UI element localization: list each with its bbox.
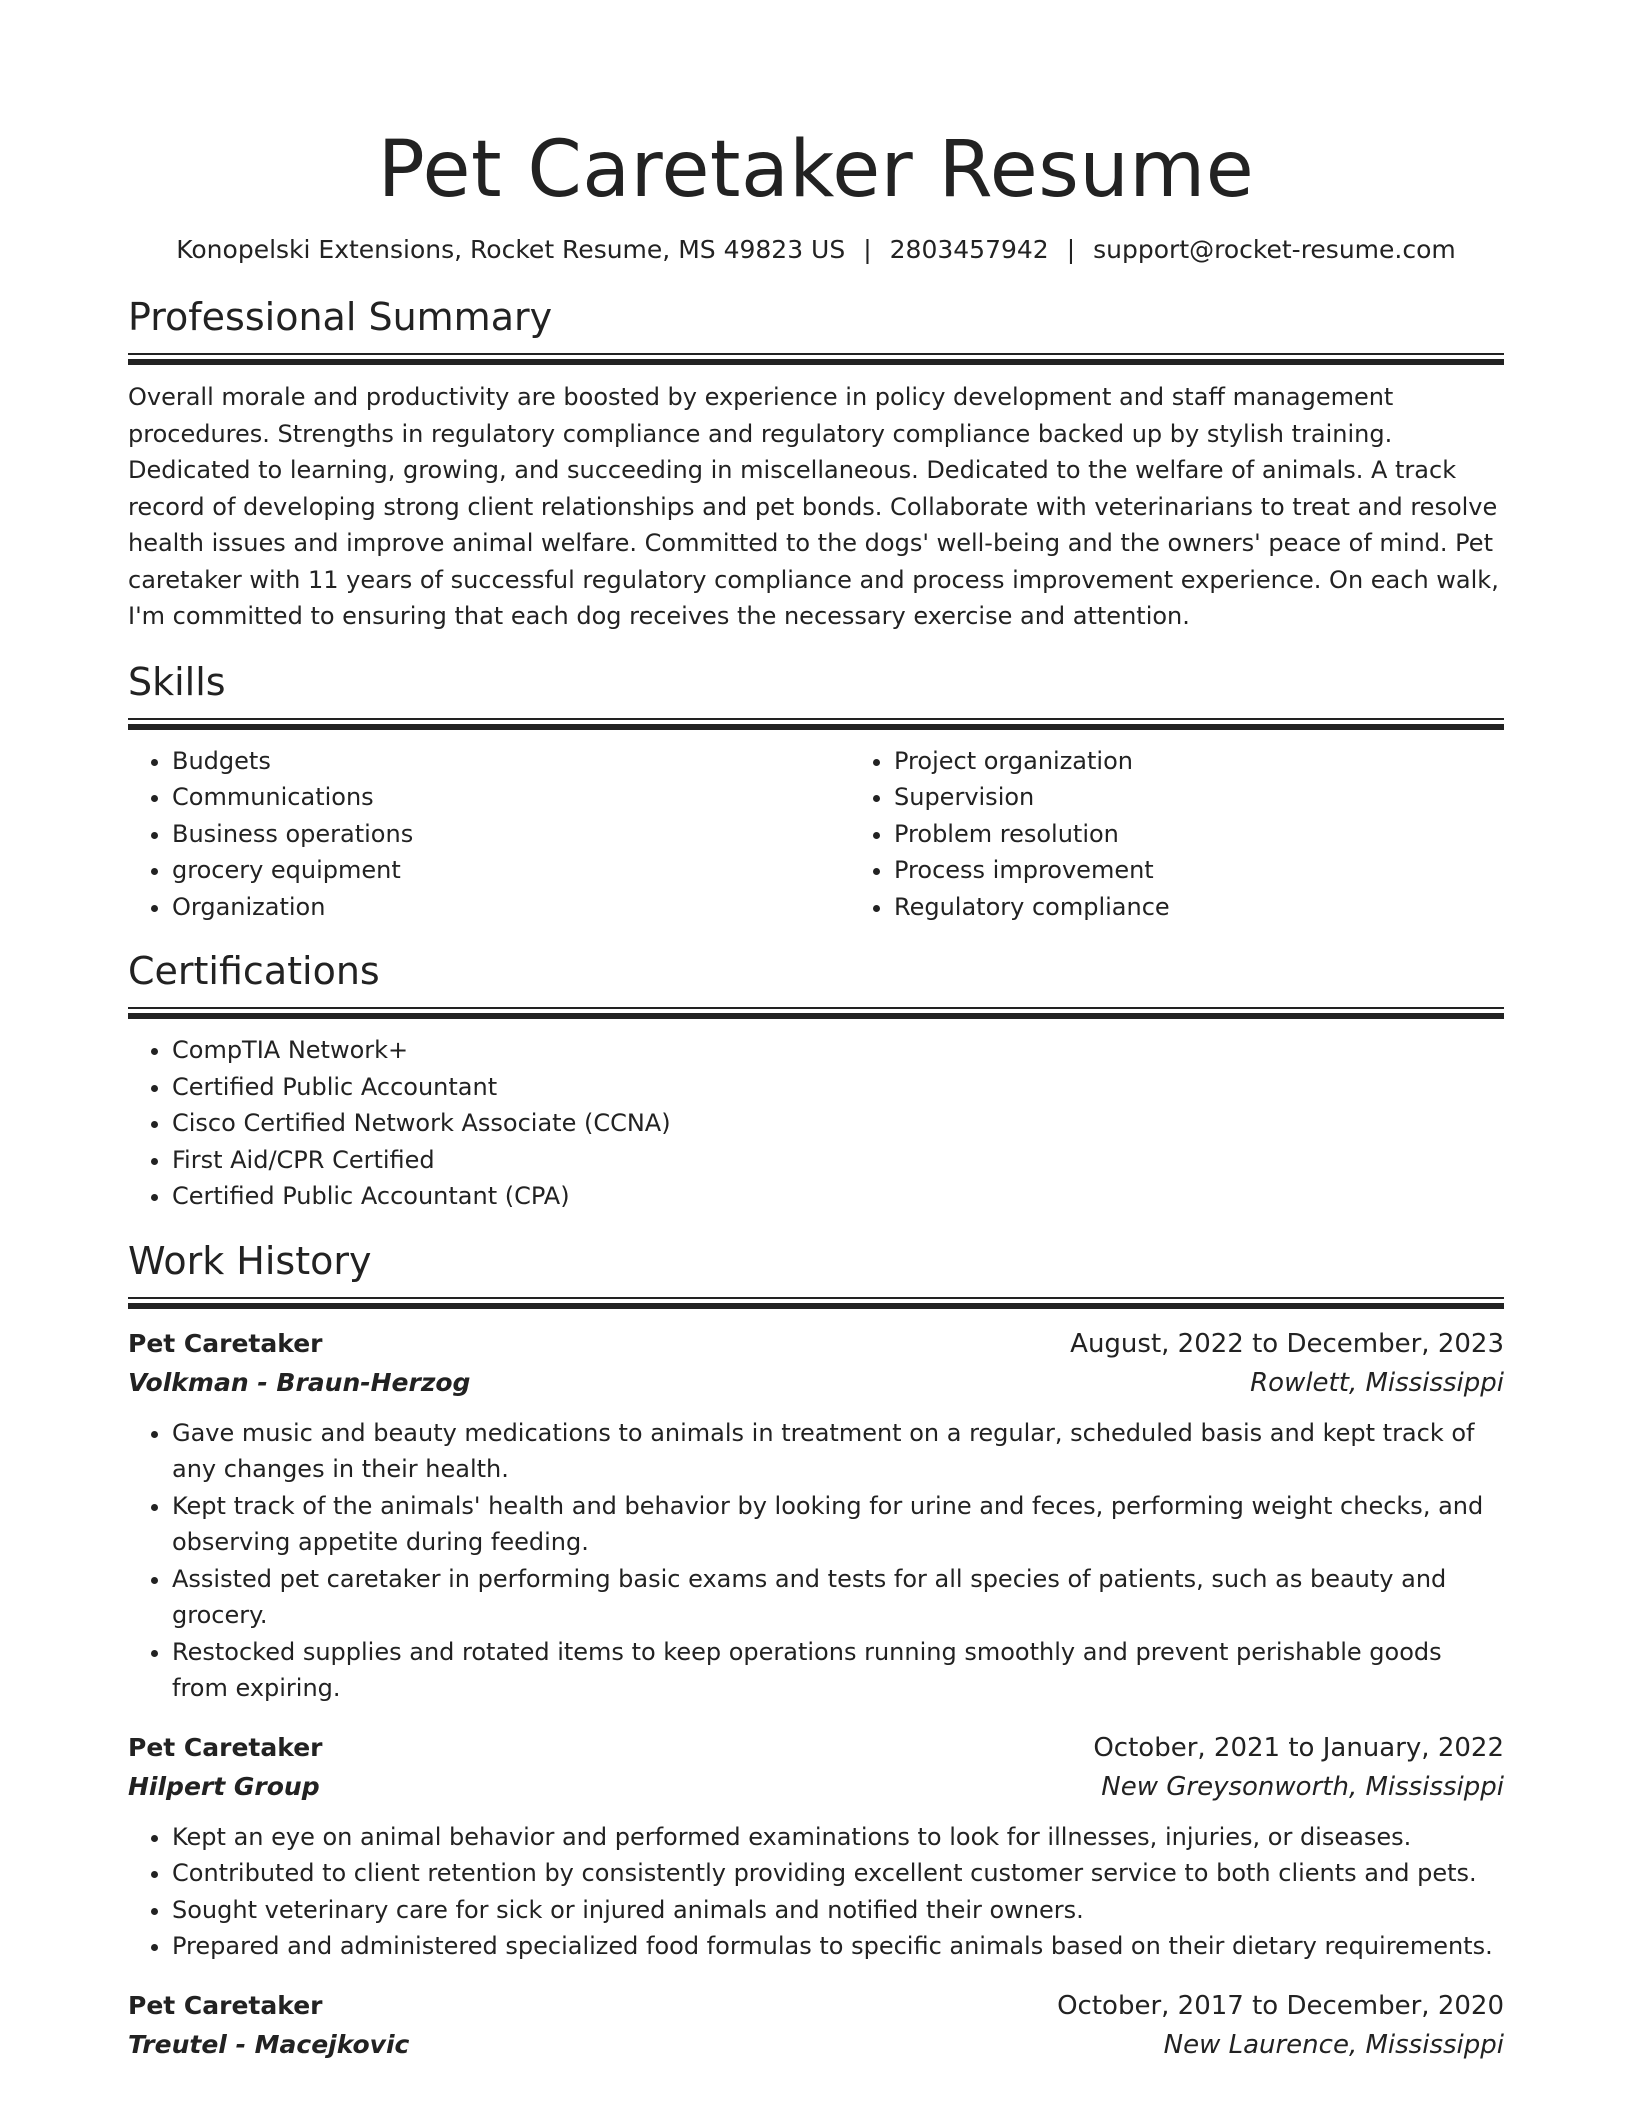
skills-list-right — [850, 743, 1572, 926]
skill-item: • Regulatory compliance — [894, 889, 1572, 926]
section-divider — [128, 1007, 1504, 1021]
job-company: Treutel - Macejkovic — [128, 2029, 410, 2059]
skills-section — [128, 658, 1504, 926]
job-bullets — [128, 1415, 1504, 1707]
certification-item: • Certified Public Accountant (CPA) — [172, 1178, 1504, 1215]
job-bullet: • Assisted pet caretaker in performing basic exams and tests for all species of patients, such as beauty and grocery. — [172, 1561, 1504, 1634]
job-company-row — [128, 2025, 1504, 2065]
job-bullets — [128, 1819, 1504, 1965]
certifications-section — [128, 947, 1504, 1215]
certifications-list — [128, 1032, 1504, 1215]
section-heading-work-history: Work History — [128, 1238, 372, 1283]
job-header-row — [128, 1987, 1504, 2025]
skill-item: • grocery equipment — [172, 852, 850, 889]
summary-text: Overall morale and productivity are boosted by experience in policy development and staff management procedures. Strengths in regulatory compliance and regulatory compliance backed up by stylish training. Dedicated to learning, growing, and succeeding in miscellaneous. Dedicated to the welfare of animals. A track record of developing strong client relationships and pet bonds. Collaborate with veterinarians to treat and resolve health issues and improve animal welfare. Committed to the dogs' well-being and the owners' peace of mind. Pet caretaker with 11 years of successful regulatory compliance and process improvement experience. On each walk, I'm committed to ensuring that each dog receives the necessary exercise and attention. — [128, 383, 1499, 630]
section-divider — [128, 718, 1504, 732]
job-company: Hilpert Group — [128, 1771, 320, 1801]
skill-item: • Organization — [172, 889, 850, 926]
skills-grid — [128, 743, 1504, 926]
job-entry — [128, 1987, 1504, 2065]
job-bullet: • Contributed to client retention by consistently providing excellent customer service to both clients and pets. — [172, 1855, 1504, 1892]
job-title: Pet Caretaker — [128, 1990, 323, 2020]
skill-item: • Budgets — [172, 743, 850, 780]
skill-item: • Business operations — [172, 816, 850, 853]
job-bullet: • Sought veterinary care for sick or injured animals and notified their owners. — [172, 1892, 1504, 1929]
job-title: Pet Caretaker — [128, 1732, 323, 1762]
section-divider — [128, 1297, 1504, 1311]
job-location: New Greysonworth, Mississippi — [1101, 1771, 1504, 1802]
job-entry — [128, 1729, 1504, 1965]
job-bullet: • Restocked supplies and rotated items to keep operations running smoothly and prevent perishable goods from expiring. — [172, 1634, 1504, 1707]
contact-address: Konopelski Extensions, Rocket Resume, MS 49823 US — [176, 235, 846, 264]
job-dates: October, 2017 to December, 2020 — [1057, 1990, 1504, 2021]
skill-item: • Communications — [172, 779, 850, 816]
job-entry — [128, 1325, 1504, 1707]
section-divider — [128, 353, 1504, 367]
job-company-row — [128, 1363, 1504, 1403]
work-history-section — [128, 1237, 1504, 2065]
job-location: New Laurence, Mississippi — [1163, 2029, 1504, 2060]
skills-list-left — [128, 743, 850, 926]
skill-item: • Process improvement — [894, 852, 1572, 889]
certification-item: • First Aid/CPR Certified — [172, 1142, 1504, 1179]
section-heading-certifications: Certifications — [128, 949, 380, 993]
resume-title: Pet Caretaker Resume — [377, 125, 1255, 215]
job-company-row — [128, 1767, 1504, 1807]
contact-phone: 2803457942 — [889, 235, 1049, 264]
summary-section — [128, 293, 1504, 635]
contact-separator: | — [863, 235, 872, 264]
job-header-row — [128, 1325, 1504, 1363]
job-bullet: • Kept track of the animals' health and behavior by looking for urine and feces, performing weight checks, and observing appetite during feeding. — [172, 1488, 1504, 1561]
certification-item: • Cisco Certified Network Associate (CCNA) — [172, 1105, 1504, 1142]
job-bullet: • Prepared and administered specialized food formulas to specific animals based on their dietary requirements. — [172, 1928, 1504, 1965]
contact-separator: | — [1066, 235, 1076, 264]
skill-item: • Project organization — [894, 743, 1572, 780]
skill-item: • Supervision — [894, 779, 1572, 816]
job-header-row — [128, 1729, 1504, 1767]
certification-item: • Certified Public Accountant — [172, 1069, 1504, 1106]
certification-item: • CompTIA Network+ — [172, 1032, 1504, 1069]
job-company: Volkman - Braun-Herzog — [128, 1367, 471, 1397]
skill-item: • Problem resolution — [894, 816, 1572, 853]
job-bullet: • Kept an eye on animal behavior and performed examinations to look for illnesses, injuries, or diseases. — [172, 1819, 1504, 1856]
contact-line — [128, 232, 1504, 268]
resume-page — [128, 0, 1504, 2065]
job-bullet: • Gave music and beauty medications to animals in treatment on a regular, scheduled basis and kept track of any changes in their health. — [172, 1415, 1504, 1488]
job-dates: October, 2021 to January, 2022 — [1093, 1732, 1504, 1763]
job-dates: August, 2022 to December, 2023 — [1070, 1328, 1504, 1359]
section-heading-skills: Skills — [128, 659, 226, 704]
contact-email: support@rocket-resume.com — [1093, 235, 1456, 264]
job-location: Rowlett, Mississippi — [1250, 1367, 1504, 1398]
section-heading-summary: Professional Summary — [128, 295, 553, 339]
job-title: Pet Caretaker — [128, 1328, 323, 1358]
